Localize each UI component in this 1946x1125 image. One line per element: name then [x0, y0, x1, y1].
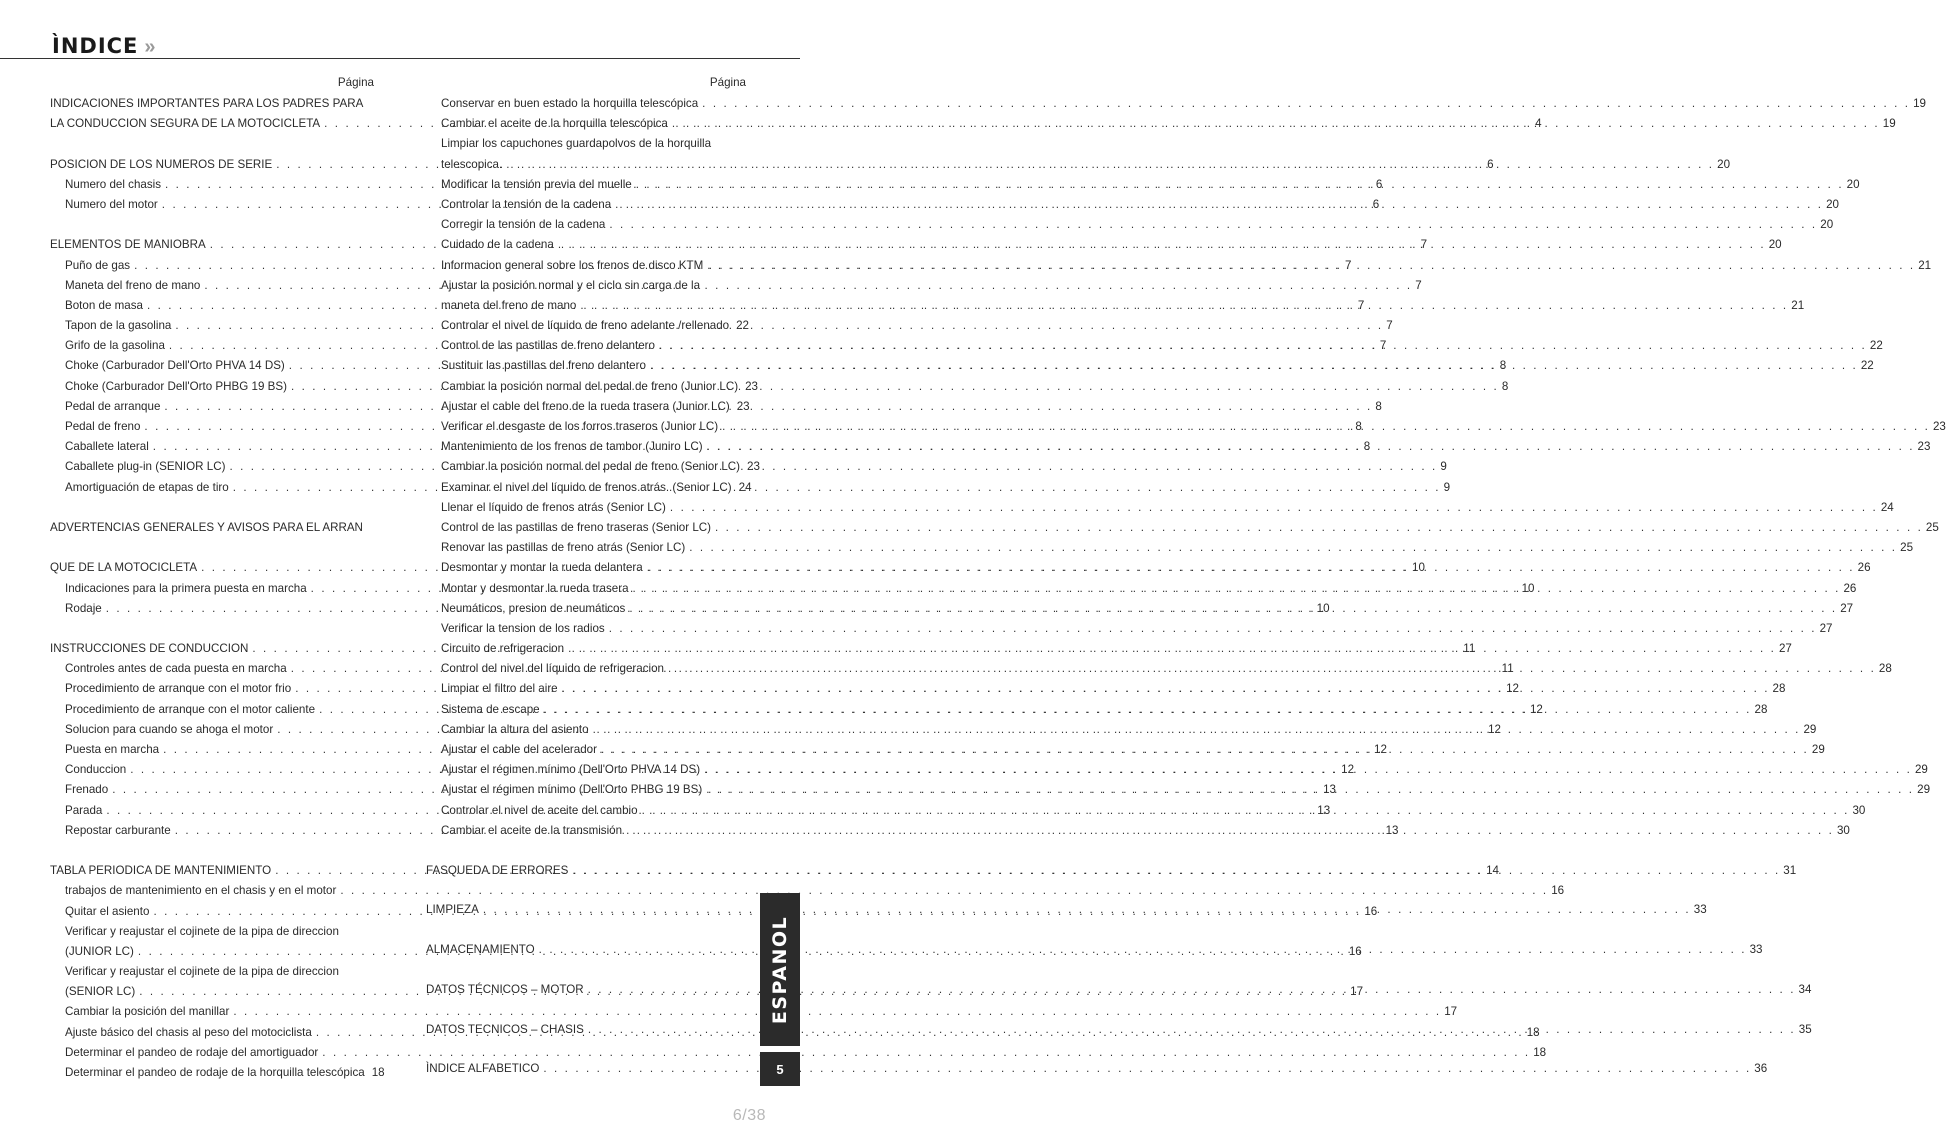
toc-entry-page: 29 [1914, 763, 1928, 777]
toc-entry-text: Verificar el desgaste de los forros traseros (Junior LC) [441, 420, 719, 433]
toc-entry-text: Sistema de escape [441, 702, 540, 716]
toc-entry-page: 34 [1798, 982, 1812, 996]
toc-dot-leader [164, 397, 1372, 417]
toc-spacer [50, 538, 374, 558]
toc-dot-leader [483, 900, 1691, 920]
toc-entry-text: Procedimiento de arranque con el motor caliente [65, 702, 316, 716]
toc-subentry[interactable] [50, 962, 374, 982]
toc-entry-text: TABLA PERIODICA DE MANTENIMIENTO [50, 864, 272, 878]
toc-dot-leader [626, 821, 1834, 841]
toc-subentry[interactable] [426, 397, 750, 417]
toc-entry-page: 20 [1768, 238, 1782, 252]
toc-entry-page: 8 [1355, 420, 1362, 433]
toc-entry-text: Sustituir las pastillas del freno delantero [441, 359, 646, 373]
toc-spacer [426, 841, 746, 861]
toc-entry-page: 16 [1551, 884, 1565, 898]
toc-entry-text: Determinar el pandeo de rodaje del amortiguador [65, 1045, 319, 1059]
toc-entry-text: DATOS TÉCNICOS – MOTOR [426, 982, 584, 996]
toc-entry-page: 7 [1379, 339, 1387, 353]
toc-subentry[interactable] [426, 316, 750, 336]
toc-dot-leader [593, 720, 1801, 740]
toc-entry-page: 6 [1375, 177, 1383, 191]
toc-entry-page: 27 [1819, 621, 1833, 635]
toc-entry-page: 29 [1803, 722, 1817, 736]
toc-section-entry[interactable] [426, 1059, 1768, 1079]
toc-entry-page: 19 [1882, 117, 1896, 131]
toc-entry-text: Montar y desmontar la rueda trasera [441, 581, 629, 595]
toc-spacer [50, 841, 374, 861]
toc-entry-text: Conservar en buen estado la horquilla telescópica [441, 97, 699, 110]
toc-entry-text: Choke (Carburador Dell'Orto PHBG 19 BS) [65, 379, 287, 393]
toc-dot-leader [707, 437, 1915, 457]
toc-entry-text: DATOS TECNICOS – CHASIS [426, 1022, 584, 1036]
toc-entry-page: 13 [1317, 803, 1331, 817]
toc-entry-text: Numero del motor [65, 197, 158, 211]
toc-spacer [426, 1000, 746, 1020]
toc-entry-text: INSTRUCCIONES DE CONDUCCION [50, 642, 249, 656]
toc-entry-page: 9 [1440, 460, 1447, 474]
toc-subentry[interactable] [426, 296, 1805, 316]
toc-entry-text: (JUNIOR LC) [65, 944, 134, 958]
toc-entry-page: 30 [1836, 823, 1850, 837]
toc-entry-page: 28 [1772, 682, 1786, 696]
toc-subentry[interactable] [426, 235, 1782, 255]
toc-entry-page: 26 [1857, 561, 1871, 575]
toc-subentry[interactable] [426, 155, 1731, 175]
toc-subentry[interactable] [426, 94, 1926, 114]
toc-dot-leader [633, 579, 1841, 599]
toc-entry-text: Ajustar el cable del acelerador [441, 743, 597, 756]
toc-entry-text: Amortiguación de etapas de tiro [65, 480, 229, 494]
language-tab [760, 893, 800, 1046]
toc-dot-leader [175, 316, 1383, 336]
toc-entry-text: Solucion para cuando se ahoga el motor [65, 722, 274, 736]
toc-entry-page: 24 [1880, 500, 1894, 514]
page-header [52, 34, 156, 64]
toc-entry-page: 13 [1323, 783, 1336, 797]
toc-entry-text: Control de las pastillas de freno traseras (Senior LC) [441, 520, 712, 534]
toc-entry-text: Numero del chasis [65, 177, 162, 191]
toc-entry-page: 13 [1385, 823, 1399, 837]
toc-subentry[interactable] [426, 437, 1931, 457]
toc-entry-text: Pedal de arranque [65, 399, 161, 413]
toc-entry-page: 16 [1348, 944, 1362, 958]
toc-entry-text: Verificar y reajustar el cojinete de la pipa de direccion [65, 965, 339, 979]
toc-entry-text: Limpiar el filtro del aire [441, 682, 558, 696]
toc-dot-leader [650, 356, 1858, 376]
page-column-label: Página [337, 76, 374, 89]
toc-entry-page: 26 [1843, 581, 1857, 595]
toc-entry-text: Cambiar el aceite de la horquilla telescópica [441, 117, 668, 131]
toc-entry-page: 22 [1869, 339, 1883, 353]
toc-dot-leader [668, 659, 1876, 679]
toc-dot-leader [572, 861, 1780, 881]
toc-entry-text: Frenado [65, 783, 109, 797]
toc-entry-text: Desmontar y montar la rueda delantera [441, 561, 643, 575]
toc-entry-text: ALMACENAMIENTO [426, 943, 535, 957]
toc-spacer [426, 921, 746, 941]
toc-dot-leader [702, 94, 1910, 114]
toc-entry-text: Neumáticos, presion de neumáticos [441, 601, 626, 615]
toc-entry-text: Control de las pastillas de freno delantero [441, 339, 655, 353]
toc-entry-text: Grifo de la gasolina [65, 339, 165, 353]
toc-entry-text: Maneta del freno de mano [65, 278, 201, 292]
toc-entry-page: 7 [1415, 278, 1422, 292]
toc-entry-text: Determinar el pandeo de rodaje de la horquilla telescópica [65, 1066, 365, 1079]
toc-spacer [50, 619, 374, 639]
toc-entry-page: 11 [1463, 642, 1476, 656]
toc-subentry[interactable] [426, 518, 1939, 538]
toc-section-entry[interactable] [50, 518, 374, 538]
toc-entry-text: Informacion general sobre los frenos de disco KTM [441, 258, 704, 272]
toc-entry-page: 8 [1499, 359, 1507, 373]
toc-subentry[interactable] [426, 498, 1894, 518]
toc-entry-page: 18 [1533, 1045, 1547, 1059]
toc-entry-page: 22 [1860, 359, 1874, 373]
toc-entry-text: Puesta en marcha [65, 743, 160, 756]
toc-entry-page: 12 [1488, 722, 1501, 736]
toc-entry-text: Caballete plug-in (SENIOR LC) [65, 460, 226, 474]
toc-entry-page: 12 [1506, 682, 1520, 696]
toc-dot-leader [672, 114, 1880, 134]
toc-entry-text: FASQUEDA DE ERRORES [426, 863, 569, 877]
toc-spacer [426, 960, 746, 980]
toc-dot-leader [580, 296, 1788, 316]
toc-entry-page: 33 [1749, 943, 1763, 957]
toc-dot-leader [647, 558, 1855, 578]
toc-entry-text: Controlar el nivel de líquido de freno adelante /rellenado [441, 319, 730, 333]
toc-entry-page: 23 [736, 399, 750, 413]
toc-entry-page: 23 [1932, 420, 1946, 433]
toc-entry-page: 19 [1913, 97, 1926, 110]
toc-entry-text: Llenar el líquido de frenos atrás (Senior LC) [441, 500, 666, 514]
toc-entry-text: LA CONDUCCION SEGURA DE LA MOTOCICLETA [50, 117, 321, 131]
toc-dot-leader [562, 679, 1770, 699]
toc-entry-page: 9 [1443, 480, 1451, 494]
toc-dot-leader [544, 700, 1752, 720]
toc-entry-text: Puño de gas [65, 258, 131, 272]
toc-dot-leader [609, 215, 1817, 235]
toc-subentry[interactable] [426, 457, 760, 477]
toc-subentry[interactable] [50, 922, 374, 942]
toc-entry-page: 14 [1486, 864, 1499, 878]
toc-entry-page: 10 [1412, 561, 1425, 575]
toc-entry-text: Controlar la tensión de la cadena [441, 197, 612, 211]
toc-subentry[interactable] [50, 881, 1565, 901]
toc-entry-text: Renovar las pastillas de freno atrás (Senior LC) [441, 541, 686, 555]
toc-entry-text: Pedal de freno [65, 420, 141, 433]
toc-entry-text: Ajustar el régimen mínimo (Dell'Orto PHBG 19 BS) [441, 783, 703, 797]
toc-entry-page: 17 [1444, 1005, 1458, 1019]
toc-entry-text: ELEMENTOS DE MANIOBRA [50, 238, 206, 252]
toc-entry-page: 25 [1900, 541, 1914, 555]
toc-entry-text: Controles antes de cada puesta en marcha [65, 662, 287, 676]
toc-subentry[interactable] [426, 478, 752, 498]
toc-entry-page: 28 [1754, 702, 1768, 716]
toc-entry-page: 7 [1345, 258, 1352, 272]
toc-dot-leader [609, 619, 1817, 639]
toc-entry-text: Parada [65, 803, 103, 817]
toc-spacer [426, 881, 746, 901]
toc-entry-text: Ajustar la posición normal y el ciclo sin carga de la [441, 278, 701, 292]
toc-subentry[interactable] [426, 215, 1834, 235]
toc-entry-text: Procedimiento de arranque con el motor frio [65, 682, 292, 696]
toc-subentry[interactable] [426, 175, 1860, 195]
toc-entry-page: 22 [736, 319, 750, 333]
toc-entry-text: Mantenimiento de los frenos de tambor (Juniro LC) [441, 440, 703, 454]
toc-entry-page: 12 [1529, 702, 1543, 716]
toc-entry-page: 20 [1846, 177, 1860, 191]
toc-subentry[interactable] [426, 134, 746, 154]
page-counter: 6/38 [732, 1107, 766, 1124]
toc-entry-page: 10 [1316, 601, 1330, 615]
toc-entry-page: 10 [1521, 581, 1535, 595]
toc-dot-leader [707, 256, 1915, 276]
toc-dot-leader [689, 538, 1897, 558]
toc-entry-page: 20 [1826, 197, 1839, 211]
toc-entry-page: 36 [1754, 1062, 1768, 1076]
toc-subentry[interactable] [426, 195, 1839, 215]
toc-entry-page: 17 [1350, 985, 1364, 999]
toc-entry-page: 33 [1693, 903, 1707, 917]
toc-dot-leader [601, 740, 1809, 760]
toc-entry-text: Ajustar el régimen mínimo (Dell'Orto PHVA 14 DS) [441, 763, 701, 777]
toc-entry-page: 27 [1778, 642, 1792, 656]
toc-dot-leader [659, 336, 1867, 356]
toc-entry-text: Quitar el asiento [65, 904, 150, 918]
toc-subentry[interactable] [426, 619, 1833, 639]
toc-entry-text: Modificar la tensión previa del muelle [441, 177, 632, 191]
toc-entry-text: Cambiar la altura del asiento [441, 722, 589, 736]
toc-entry-text: (SENIOR LC) [65, 985, 136, 999]
toc-spacer [50, 498, 374, 518]
toc-dot-leader [715, 518, 1923, 538]
toc-entry-text: Rodaje [65, 601, 102, 615]
toc-entry-text: Ajuste básico del chasis al peso del motociclista [65, 1025, 312, 1039]
toc-entry-page: 12 [1341, 763, 1355, 777]
toc-entry-text: Limpiar los capuchones guardapolvos de la horquilla [441, 137, 712, 151]
toc-subentry[interactable] [50, 1043, 1547, 1063]
toc-dot-leader [233, 478, 1441, 498]
toc-dot-leader [636, 175, 1844, 195]
toc-subentry[interactable] [50, 1063, 385, 1083]
toc-dot-leader [629, 599, 1837, 619]
toc-section-entry[interactable] [50, 94, 374, 114]
toc-entry-text: Boton de masa [65, 298, 143, 312]
toc-subentry[interactable] [426, 417, 1946, 437]
toc-entry-page: 11 [1501, 662, 1514, 676]
toc-dot-leader [558, 235, 1766, 255]
toc-entry-page: 29 [1811, 743, 1825, 756]
toc-entry-text: telescopica. [441, 157, 503, 171]
toc-entry-text: Tapon de la gasolina [65, 319, 172, 333]
toc-spacer [50, 215, 374, 235]
toc-entry-text: Ajustar el cable del freno de la rueda trasera (Junior LC) [441, 399, 730, 413]
toc-entry-text: ADVERTENCIAS GENERALES Y AVISOS PARA EL ARRAN [50, 520, 363, 534]
toc-entry-page: 23 [747, 460, 760, 474]
toc-spacer [426, 1040, 746, 1060]
toc-entry-page: 6 [1372, 197, 1380, 211]
toc-entry-page: 31 [1783, 863, 1797, 877]
toc-entry-page: 25 [1925, 520, 1939, 534]
toc-entry-page: 20 [1820, 218, 1834, 232]
toc-entry-page: 27 [1840, 601, 1854, 615]
toc-entry-page: 8 [1375, 399, 1382, 413]
toc-entry-text: Choke (Carburador Dell'Orto PHVA 14 DS) [65, 359, 285, 373]
toc-entry-page: 18 [371, 1066, 385, 1079]
toc-entry-text: Control del nivel del líquido de refrigeracion [441, 662, 664, 676]
toc-entry-text: POSICION DE LOS NUMEROS DE SERIE [50, 157, 273, 171]
toc-entry-text: Cambiar el aceite de la transmisión [441, 823, 623, 837]
toc-subentry[interactable] [426, 276, 746, 296]
toc-dot-leader [539, 940, 1747, 960]
toc-entry-text: Caballete lateral [65, 440, 149, 454]
toc-entry-text: Cambiar la posición normal del pedal de freno (Senior LC) [441, 460, 741, 474]
section-number: 5 [760, 1052, 800, 1086]
toc-entry-page: 18 [1526, 1025, 1540, 1039]
page-title: ÌNDICE [52, 34, 139, 58]
toc-entry-page: 24 [738, 480, 752, 494]
header-rule [0, 58, 800, 59]
toc-entry-text: Cuidado de la cadena [441, 238, 554, 252]
toc-dot-leader [506, 155, 1714, 175]
toc-entry-page: 30 [1852, 803, 1866, 817]
toc-entry-text: ÌNDICE ALFABETICO [426, 1062, 540, 1076]
toc-entry-page: 16 [1364, 904, 1378, 918]
toc-entry-page: 35 [1798, 1022, 1812, 1036]
toc-entry-text: Cambiar la posición normal del pedal de freno (Junior LC) [441, 379, 739, 393]
toc-dot-leader [706, 780, 1914, 800]
toc-dot-leader [704, 760, 1912, 780]
toc-entry-text: Verificar la tension de los radios [441, 621, 605, 635]
toc-entry-text: Repostar carburante [65, 823, 171, 837]
toc-entry-page: 21 [1791, 298, 1805, 312]
toc-subentry[interactable] [426, 356, 1874, 376]
toc-entry-page: 7 [1386, 319, 1393, 333]
toc-dot-leader [722, 417, 1930, 437]
toc-subentry[interactable] [426, 377, 758, 397]
toc-entry-page: 7 [1420, 238, 1428, 252]
toc-entry-page: 7 [1357, 298, 1365, 312]
toc-entry-text: Indicaciones para la primera puesta en marcha [65, 581, 307, 595]
toc-entry-page: 8 [1363, 440, 1371, 454]
toc-entry-text: trabajos de mantenimiento en el chasis y en el motor [65, 884, 337, 898]
toc-subentry[interactable] [426, 114, 1896, 134]
toc-entry-page: 23 [745, 379, 758, 393]
toc-entry-text: maneta del freno de mano [441, 298, 577, 312]
toc-entry-page: 28 [1878, 662, 1892, 676]
toc-entry-page: 8 [1501, 379, 1509, 393]
toc-entry-page: 21 [1918, 258, 1932, 272]
toc-entry-page: 29 [1917, 783, 1931, 797]
toc-subentry[interactable] [426, 256, 1932, 276]
language-label: ESPANOL [769, 915, 791, 1024]
toc-entry-text: Verificar y reajustar el cojinete de la pipa de direccion [65, 924, 339, 938]
toc-entry-text: Corregir la tensión de la cadena [441, 218, 606, 232]
toc-spacer [50, 134, 374, 154]
toc-entry-text: Conduccion [65, 763, 127, 777]
toc-entry-text: Controlar el nivel de aceite del cambio [441, 803, 638, 817]
toc-entry-text: Cambiar la posición del manillar [65, 1005, 230, 1019]
toc-entry-page: 20 [1717, 157, 1731, 171]
toc-entry-text: INDICACIONES IMPORTANTES PARA LOS PADRES PARA [50, 97, 364, 110]
toc-subentry[interactable] [426, 336, 1883, 356]
toc-entry-text: QUE DE LA MOTOCICLETA [50, 561, 198, 575]
toc-dot-leader [568, 639, 1776, 659]
page-column-label: Página [709, 76, 746, 89]
toc-entry-text: LIMPIEZA [426, 903, 479, 917]
toc-entry-page: 6 [1487, 157, 1494, 171]
toc-entry-text: Circuito de refrigeracion [441, 642, 565, 656]
toc-entry-page: 4 [1535, 117, 1542, 131]
toc-entry-page: 12 [1374, 743, 1387, 756]
toc-dot-leader [229, 457, 1437, 477]
toc-dot-leader [204, 276, 1412, 296]
toc-entry-text: Examinar el nivel del líquido de frenos atrás. (Senior LC) [441, 480, 732, 494]
toc-dot-leader [670, 498, 1878, 518]
toc-entry-page: 23 [1917, 440, 1931, 454]
toc-dot-leader [615, 195, 1823, 215]
chevron-right-icon: » [144, 36, 156, 58]
toc-dot-leader [642, 801, 1850, 821]
toc-subentry[interactable] [50, 1002, 1458, 1022]
toc-dot-leader [543, 1059, 1751, 1079]
toc-subentry[interactable] [426, 538, 1914, 558]
